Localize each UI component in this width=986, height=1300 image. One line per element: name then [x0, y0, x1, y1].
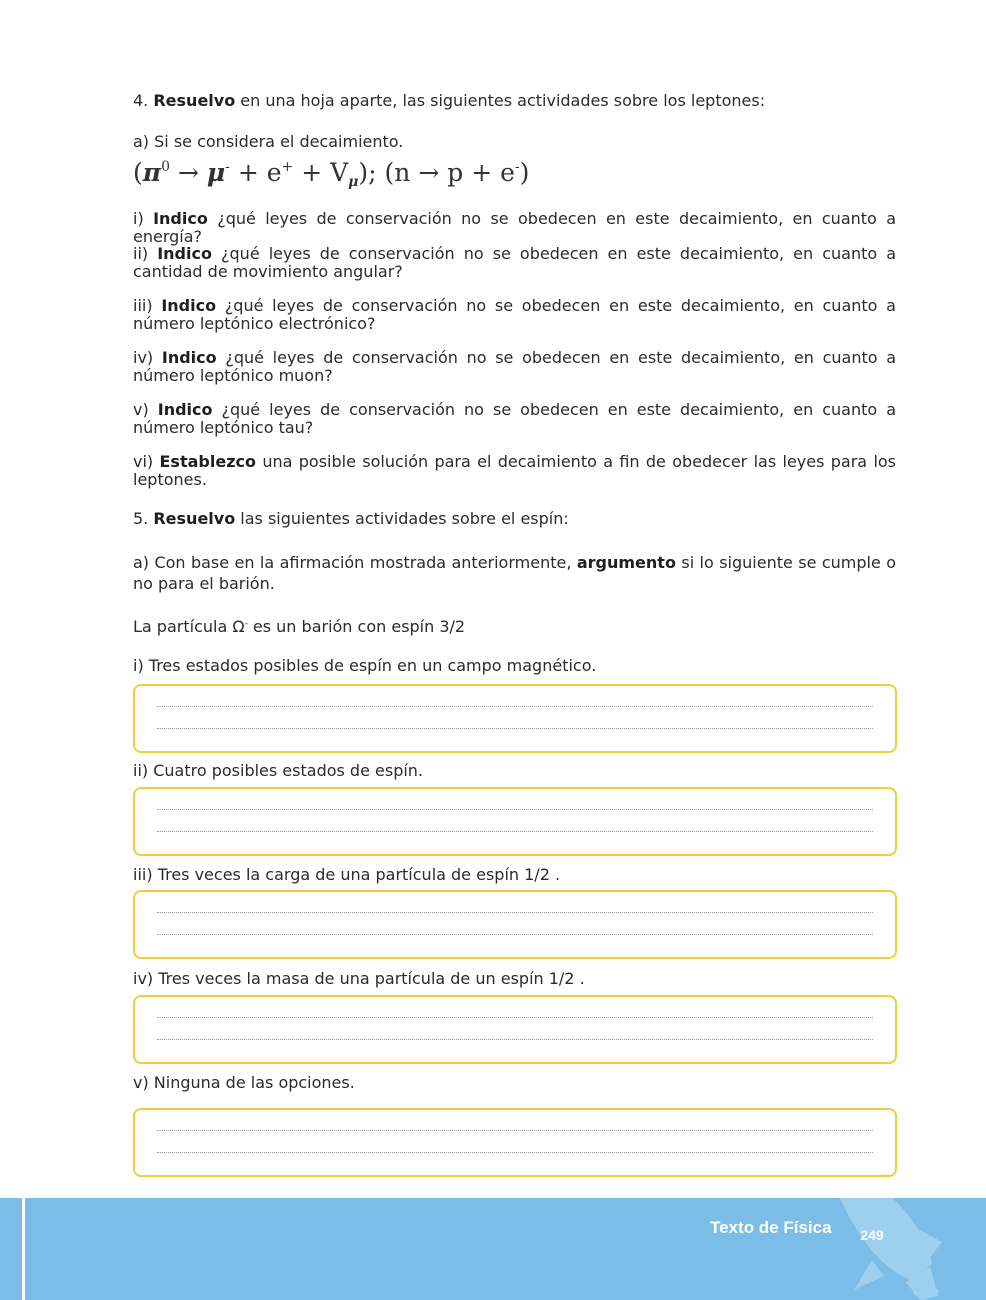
- question-verb: Resuelvo: [153, 91, 236, 110]
- question-5-heading: [133, 510, 896, 528]
- rocket-icon: [832, 1198, 952, 1300]
- answer-line: [157, 1130, 873, 1131]
- answer-box-iii[interactable]: [133, 890, 897, 959]
- question-4a: a) Si se considera el decaimiento.: [133, 132, 404, 151]
- answer-line: [157, 1152, 873, 1153]
- answer-line: [157, 831, 873, 832]
- question-4-item-vi: vi) Establezco una posible solución para el decaimiento a fin de obedecer las leyes para los leptones.: [133, 452, 897, 489]
- option-ii: ii) Cuatro posibles estados de espín.: [133, 761, 424, 780]
- question-5a: a) Con base en la afirmación mostrada anteriormente, argumento si lo siguiente se cumple o no para el barión.: [133, 553, 896, 593]
- question-4-heading: [133, 92, 896, 110]
- question-number: 5.: [133, 509, 149, 528]
- question-text: las siguientes actividades sobre el espín:: [240, 509, 569, 528]
- answer-box-v[interactable]: [133, 1108, 897, 1177]
- question-4-item-iv: iv) Indico ¿qué leyes de conservación no se obedecen en este decaimiento, en cuanto a número leptónico muon?: [133, 348, 897, 385]
- answer-line: [157, 1039, 873, 1040]
- answer-line: [157, 706, 873, 707]
- question-4-item-i: i) Indico ¿qué leyes de conservación no se obedecen en este decaimiento, en cuanto a energía?: [133, 209, 897, 246]
- baryon-statement: La partícula Ω- es un barión con espín 3/2: [133, 617, 466, 636]
- answer-line: [157, 728, 873, 729]
- answer-box-iv[interactable]: [133, 995, 897, 1064]
- question-verb: Resuelvo: [153, 509, 236, 528]
- option-v: v) Ninguna de las opciones.: [133, 1073, 355, 1092]
- question-4-item-ii: ii) Indico ¿qué leyes de conservación no se obedecen en este decaimiento, en cuanto a cantidad de movimiento angular?: [133, 244, 897, 281]
- book-title: Texto de Física: [710, 1218, 832, 1237]
- decay-equation: $(\pi^0 \to \mu^- + e^+ + V_\mu)$; (n → p + e-): [133, 158, 530, 190]
- answer-box-i[interactable]: [133, 684, 897, 753]
- footer-separator: [22, 1198, 25, 1300]
- option-iii: iii) Tres veces la carga de una partícula de espín 1/2 .: [133, 865, 561, 884]
- option-iv: iv) Tres veces la masa de una partícula de un espín 1/2 .: [133, 969, 585, 988]
- footer-side-strip: [0, 1198, 22, 1300]
- option-i: i) Tres estados posibles de espín en un campo magnético.: [133, 656, 597, 675]
- page-footer: [0, 1198, 986, 1300]
- answer-box-ii[interactable]: [133, 787, 897, 856]
- answer-line: [157, 934, 873, 935]
- answer-line: [157, 809, 873, 810]
- answer-line: [157, 1017, 873, 1018]
- question-4-item-iii: iii) Indico ¿qué leyes de conservación no se obedecen en este decaimiento, en cuanto a número leptónico electrónico?: [133, 296, 896, 333]
- answer-line: [157, 912, 873, 913]
- question-4-item-v: v) Indico ¿qué leyes de conservación no se obedecen en este decaimiento, en cuanto a número leptónico tau?: [133, 400, 897, 437]
- question-text: en una hoja aparte, las siguientes actividades sobre los leptones:: [240, 91, 766, 110]
- page-number: 249: [860, 1227, 884, 1243]
- question-number: 4.: [133, 91, 149, 110]
